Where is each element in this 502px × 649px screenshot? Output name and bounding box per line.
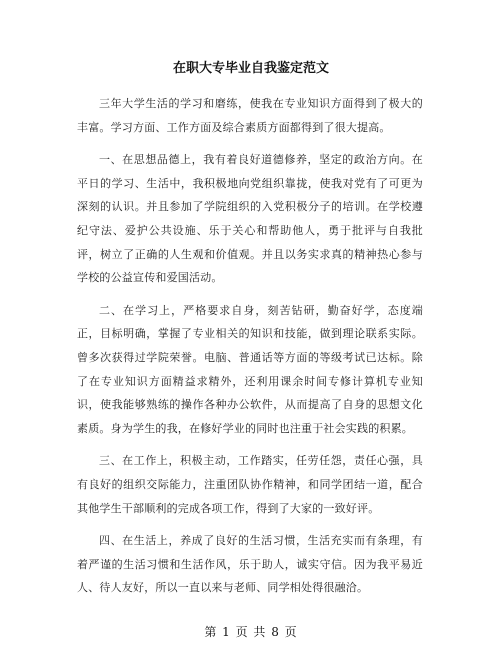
page-number-footer: 第 1 页 共 8 页 — [204, 625, 298, 639]
paragraph-life: 四、在生活上，养成了良好的生活习惯，生活充实而有条理，有着严谨的生活习惯和生活作风，乐于助人，诚实守信。因为我平易近人、待人友好，所以一直以来与老师、同学相处得很融洽。 — [77, 534, 423, 595]
paragraph-study: 二、在学习上，严格要求自身，刻苦钻研，勤奋好学，态度端正，目标明确，掌握了专业相关的知识和技能，做到理论联系实际。曾多次获得过学院荣誉。电脑、普通话等方面的等级考试已达标。除了在专业知识方面精益求精外，还利用课余时间专修计算机专业知识，使我能够熟练的操作各种办公软件，从而提高了自身的思想文化素质。身为学生的我，在修好学业的同时也注重于社会实践的积累。 — [77, 303, 423, 435]
paragraph-ideology: 一、在思想品德上，我有着良好道德修养，坚定的政治方向。在平日的学习、生活中，我积极地向党组织靠拢，使我对党有了可更为深刻的认识。并且参加了学院组织的入党积极分子的培训。在学校遵纪守法、爱护公共设施、乐于关心和帮助他人，勇于批评与自我批评，树立了正确的人生观和价值观。并且以务实求真的精神热心参与学校的公益宣传和爱国活动。 — [77, 153, 423, 285]
document-body — [77, 92, 423, 609]
paragraph-work: 三、在工作上，积极主动，工作踏实，任劳任怨，责任心强，具有良好的组织交际能力，注重团队协作精神，和同学团结一道，配合其他学生干部顺利的完成各项工作，得到了大家的一致好评。 — [77, 454, 423, 515]
paragraph-intro: 三年大学生活的学习和磨练，使我在专业知识方面得到了极大的丰富。学习方面、工作方面及综合素质方面都得到了很大提高。 — [77, 97, 423, 134]
document-title: 在职大专毕业自我鉴定范文 — [172, 61, 329, 76]
